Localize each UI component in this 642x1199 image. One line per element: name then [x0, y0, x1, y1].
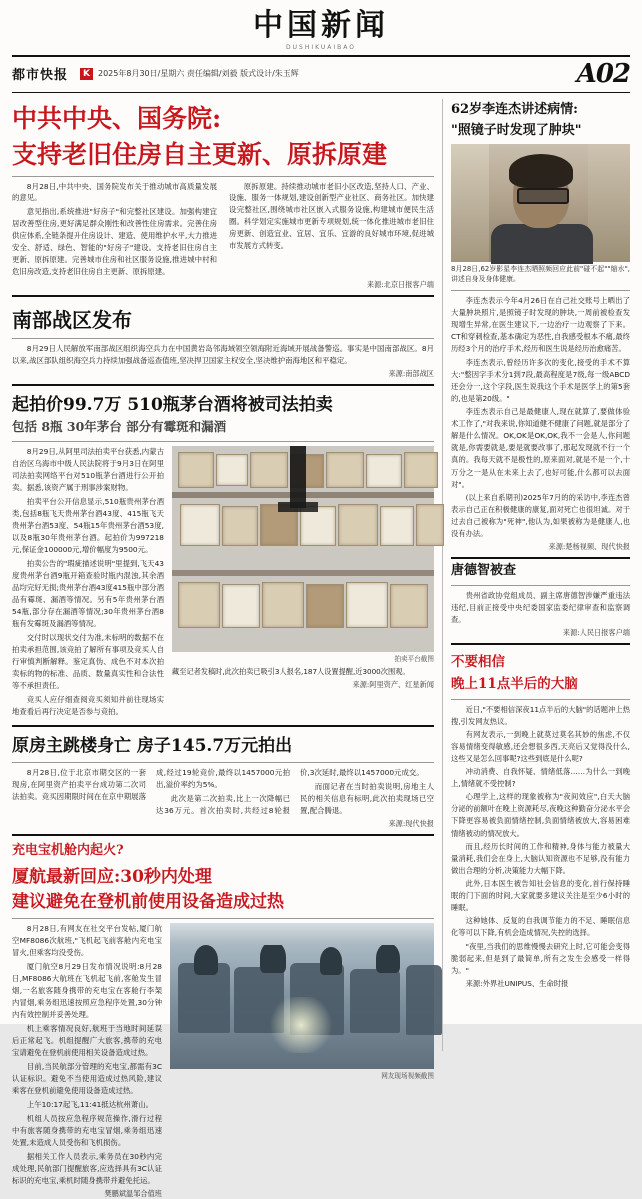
issue-meta: 2025年8月30日/星期六 责任编辑/刘毅 版式设计/朱玉辉: [98, 69, 299, 78]
maotai-headline: 起拍价99.7万 510瓶茅台酒将被司法拍卖: [12, 395, 333, 416]
li-source: 来源:楚杨视频、现代快报: [548, 542, 630, 552]
maotai-note-caption: 藏至记者发稿时,此次拍卖已吸引3人报名,187人设置提醒,近3000次围观。: [172, 667, 410, 677]
photo-boxes: [172, 446, 434, 652]
li-headline-line1: 62岁李连杰讲述病情:: [451, 101, 578, 117]
paragraph: 上午10:17起飞,11:41抵达杭州萧山。: [26, 1099, 154, 1109]
li-headline-line2: "照镜子时发现了肿块": [451, 123, 582, 139]
page-body: [12, 99, 630, 1198]
house-headline: 原房主跳楼身亡 房子145.7万元拍出: [12, 735, 293, 756]
masthead-infobar: [12, 57, 630, 93]
tang-source: 来源:人民日报客户端: [562, 628, 630, 638]
paragraph: 冲动消费、自我怀疑、情绪低落……为什么一到晚上,情绪就不受控制?: [451, 767, 630, 789]
brain-headline-line2: 晚上11点半后的大脑: [451, 676, 578, 693]
paragraph: 原拆原建。持续推动城市老旧小区改造,坚持人口、产业、设施、服务一体规划,建设创新型产业社区、商务社区。加快建设完整社区,围绕城市社区嵌入式服务设施,构建城市便民生活圈。科学划定实施城市更新专项规划,统一体化推进城市老旧住房更新、创造宜业、宜居、宜乐、宜游的良好城市环境,促进城市发展方式转变。: [229, 181, 434, 251]
south-headline: 南部战区发布: [12, 308, 132, 333]
paragraph: 此外,日本医生被告知社会信息的变化,首行保持睡眠的门下面的时间,大家就要多建议关注是至少6小时的睡眠。: [451, 879, 630, 913]
paragraph: 拍卖公告的"瑕疵描述说明"里提到,飞天43度贵州茅台酒9瓶开箱查验时瓶内混浊,其余酒品均完好无损;贵州茅台酒43度415瓶中部分酒品有霉斑、漏酒等情况。另有5年贵州茅台酒54瓶,部分存在漏酒等情况;30年贵州茅台酒8瓶有发霉斑及漏酒等情况。: [12, 559, 164, 629]
divider: [451, 699, 630, 700]
paragraph: 机组人员按应急程序规范操作,滑行过程中有旅客随身携带的充电宝冒烟,乘务组迅速处置,未造成人员受伤和飞机损伤。: [12, 1113, 162, 1147]
maotai-photo-block: [172, 446, 434, 720]
article-plane-powerbank: [12, 839, 434, 1199]
paragraph: 这种她体、反复的自我调节能力的不足、睡眠信息化等可以下降,有机会造成情况,失控的选择。: [451, 916, 630, 938]
paragraph: 李连杰表示今年4月26日在自己社交账号上晒出了大量肿块照片,是照镜子时发现的肿块,一周前被检查发现增生异常,在医生建议下,一边治疗一边观察了下来。CT和穿刺检查,基本确定为恶性,自我感受根本不痛,最终历经3个月的治疗手术,经历和医生说是经历治愈痛苦。: [451, 296, 630, 354]
cabin-photo: [170, 923, 434, 1069]
plane-photo-caption: 网友现场视频截图: [381, 1072, 434, 1081]
brain-headline-line1: 不要相信: [451, 654, 505, 671]
left-column: [12, 99, 442, 1198]
lead-headline-line2: 支持老旧住房自主更新、原拆原建: [12, 139, 388, 169]
paragraph: "夜里,当我们的思维慢慢去研究上时,它可能会变得脆弱起来,但是到了最简单,所有之发生会感受一样得为。": [451, 941, 630, 975]
article-house-auction: [12, 735, 434, 829]
article-lead: [12, 103, 434, 291]
paragraph: 8月28日,有网友在社交平台发帖,厦门航空MF8086次航班,"飞机起飞前客舱内充电宝冒火,但乘客均没受伤。: [12, 924, 162, 958]
divider: [12, 834, 434, 836]
paragraph: 竞买人应仔细查阅竞买须知并前往现场实地查看后再行决定是否参与竞拍。: [12, 695, 164, 716]
paragraph: 机上乘客情况良好,航班于当地时间延误后正常起飞。机组提醒广大旅客,携带的充电宝请避免在登机前使用相关设备造成过热。: [12, 1024, 162, 1058]
paragraph: 心理学上,这样的现象被称为"夜间效应",白天大脑分泌的前额叶在晚上资源耗尽,夜晚这种勤奋分泌水平会下降更容易被负面情绪控制,负面情绪被放大,容易困难情绪被动的情况放大。: [451, 792, 630, 838]
south-body: [12, 343, 434, 367]
paragraph: 李连杰表示,曾经历许多次的变化,接受的手术不算大:"整因字手术分1到7段,最高程度是7级,每一级ABCD还会分一,这个字段,医生说我这个手术是医学上的第5套的,也是第20级。": [451, 357, 630, 403]
divider: [12, 918, 434, 919]
tang-headline: 唐德智被查: [451, 563, 517, 579]
li-photo-caption: 8月28日,62岁影星李连杰晒照频回应此前"碰不起""缩水",讲述自身及身体健康。: [451, 264, 630, 284]
newspaper-title: 中国新闻: [253, 8, 389, 43]
plane-kicker: 充电宝机舱内起火?: [12, 843, 124, 858]
li-portrait-photo: [451, 144, 630, 262]
article-tang-dezhi: [451, 562, 630, 638]
article-maotai-auction: [12, 394, 434, 720]
paragraph: 来源:外界社UNIPUS、生命时报: [465, 978, 569, 988]
warehouse-photo: [172, 446, 434, 652]
right-column: [442, 99, 630, 1051]
paragraph: 有网友表示,一到晚上就莫过莫名其妙的焦虑,不仅容易情绪变得敏感,还会想很多西,天亮后又觉得没什么,这些又是怎么回事呢?这些到底是什么呢?: [451, 729, 630, 763]
paragraph: 8月29日人民解放军南部战区组织海空兵力在中国黄岩岛邻海域领空领海附近海域开展战备警巡。事实是中国南部战区。8月以来,战区部队组织海空兵力持续加强战备巡查值班,坚决捍卫国家主权安全,坚决维护南海地区和平稳定。: [12, 344, 434, 366]
paragraph: 此次是第二次拍卖,比上一次降幅已达36万元。首次拍卖时,共经过8轮报价,3次延时,最终以1457000元成交。: [156, 768, 424, 816]
masthead-pinyin: DUSHIKUAIBAO: [286, 43, 356, 51]
paragraph: 厦门航空8月29日发布情况说明:8月28日,MF8086大航班在飞机起飞前,客舱发生冒烟,一名旅客随身携带的充电宝在客舱行李架内冒烟,乘务组迅速按照应急程序处置,30分钟内有效控制并妥善处理。: [12, 962, 162, 1020]
paragraph: 8月29日,从阿里司法拍卖平台获悉,内蒙古自治区乌海市中级人民法院将于9月3日在阿里司法拍卖网络平台对510瓶茅台酒进行公开拍卖。据悉,该资产属于刑事涉案财物。: [12, 447, 164, 493]
paragraph: 8月28日,位于北京市期交区的一套现房,在阿里资产拍卖平台成功第二次司法拍卖。竞买因期限时间在在京中期展落成,经过19轮竞价,最终以1457000元拍出,溢价率约为5%。: [12, 768, 290, 802]
paragraph: 据相关工作人员表示,乘务员在30秒内完成处理,民航部门提醒旅客,应选择具有3C认证标识的充电宝,乘机时随身携带并避免托运。: [12, 1151, 162, 1185]
plane-photo-block: [170, 923, 434, 1199]
brand-red-mark: K: [80, 68, 93, 80]
plane-headline-line1: 厦航最新回应:30秒内处理: [12, 867, 212, 887]
paragraph: 意见指出,系统推进"好房子"和完整社区建设。加强构建宜居改善型住房,更好满足群众刚性和改善性住房需求。完善住房供应体系,全链条提升住房设计、建造、使用维护水平,大力推进安全、舒适、绿色、智能的"好房子"建设。支持老旧住房自主更新、原拆原建。完善城市住房和社区服务设施,推进城中村和危旧房改造,支持老旧住房自主更新、原拆原建。: [12, 207, 217, 277]
maotai-content: [12, 446, 434, 720]
paragraph: 贵州省政协党组成员、副主席唐德智涉嫌严重违法违纪,目前正接受中央纪委国家监委纪律审查和监察调查。: [451, 590, 630, 624]
paragraph: 8月28日,中共中央、国务院发布关于推动城市高质量发展的意见。: [12, 181, 217, 203]
brand-name: 都市快报: [12, 68, 69, 83]
paragraph: 李连杰表示自己是最健康人,现在就算了,要做体验术工作了,"对我来说,你知道健不健康了问题,就是部分了解是什么情况。OK,OK是OK,OK,我不一会是人,你问题就是,你需要就是,要是就要改事了,那起发现就不行一个真的。我每天就不是极性的,原来面对,就是不是一个,十万分之一是从在未来上去了,也好可能,什么都可以去面对"。: [451, 406, 630, 489]
plane-text-block: [12, 923, 162, 1199]
paragraph: 而且,经历长时间的工作和精神,身体与能力被量大量消耗,我们会在身上,大脑认知资源也不足够,没有能力做出合理的分析,决策能力大幅下降。: [451, 841, 630, 875]
divider: [12, 762, 434, 763]
page-number: A02: [576, 58, 630, 89]
article-late-night-brain: [451, 653, 630, 990]
maotai-source: 来源:阿里资产、红星新闻: [352, 679, 434, 689]
divider: [451, 557, 630, 559]
article-south-theater: [12, 307, 434, 379]
paragraph: 拍卖平台公开信息显示,510瓶贵州茅台酒类,包括8瓶飞天贵州茅台酒43度、415瓶飞天贵州茅台酒53度、54瓶15年贵州茅台酒53度,以及8瓶30年贵州茅台酒。起拍价为997218元,保证金100000元,增价幅度为9500元。: [12, 497, 164, 555]
house-body: [12, 767, 434, 817]
lead-headline-line1: 中共中央、国务院:: [12, 103, 222, 133]
paragraph: 目前,当民航部分管理的充电宝,都需有3C认证标识。避免不当使用造成过热风险,建议乘客在登机前避免使用设备造成过热。: [12, 1062, 162, 1095]
house-source: 来源:现代快报: [388, 819, 434, 828]
divider: [12, 176, 434, 177]
divider: [12, 441, 434, 442]
south-source: 来源:南部战区: [388, 369, 434, 379]
paragraph: (以上来自系期刊)2025年7月的的采访中,李连杰曾表示自己正在积极健康的康复,面对死亡也很坦诚。对于过去自己被称为"死神",他认为,如果被称为是健康人,也没有办法。: [451, 492, 630, 539]
divider: [451, 290, 630, 291]
plane-headline-line2: 建议避免在登机前使用设备造成过热: [12, 892, 284, 913]
plane-source: 樊鹏斌温邹合值班: [104, 1188, 162, 1198]
lead-body: [12, 181, 434, 279]
paragraph: 近日,"不要相信深夜11点半后的大脑"的话题冲上热搜,引发网友热议。: [451, 704, 630, 726]
lead-source: 来源:北京日报客户端: [366, 280, 434, 290]
maotai-subhead: 包括 8瓶 30年茅台 部分有霉斑和漏酒: [12, 419, 227, 435]
divider: [12, 384, 434, 386]
maotai-photo-caption: 拍卖平台截图: [394, 655, 434, 664]
divider: [12, 295, 434, 297]
divider: [12, 338, 434, 339]
divider: [451, 585, 630, 586]
divider: [451, 643, 630, 645]
maotai-text-block: [12, 446, 164, 720]
paragraph: 交付时以现状交付为准,未标明的数据不在拍卖承担范围,该竞拍了解所有事项及竞买人自行审慎判断解释。鉴定真伪、成色不对本次拍卖标的物的标准、品质、数量真实性和合法性等不承担责任。: [12, 633, 164, 691]
masthead: [0, 0, 642, 51]
article-li-lianjie: [451, 101, 630, 553]
paragraph: 而面记者在当时拍卖说明,房地主人民的相关信息有标明,此次拍卖现场已空置,配合腾退。: [300, 782, 434, 816]
divider: [12, 725, 434, 727]
plane-content: [12, 923, 434, 1199]
